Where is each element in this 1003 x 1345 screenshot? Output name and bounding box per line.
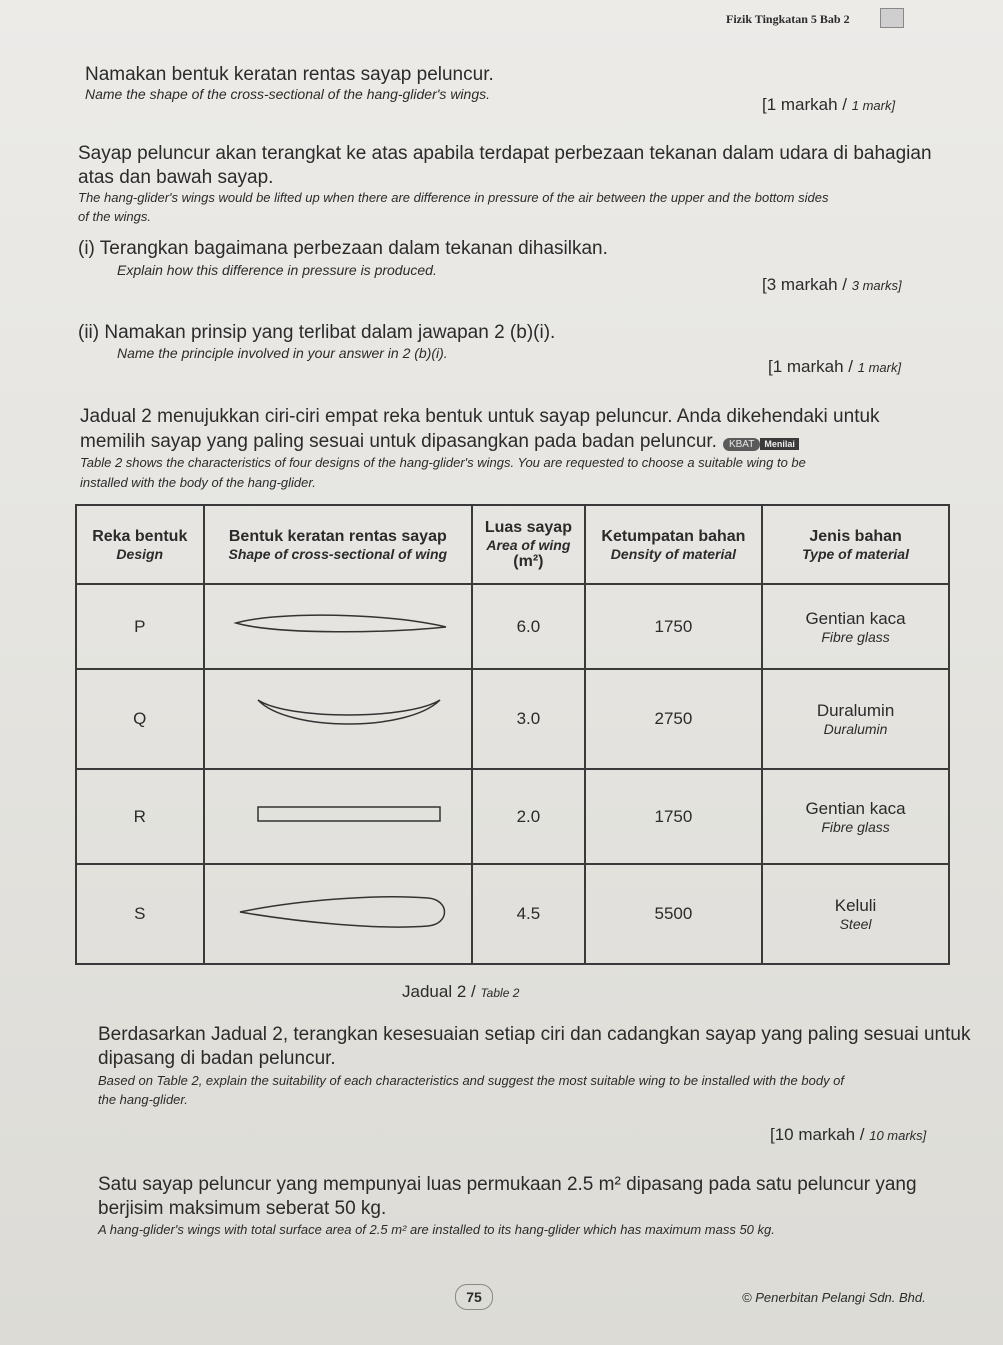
teardrop-airfoil-shape-icon <box>218 892 458 932</box>
table-row <box>76 669 949 769</box>
qd-marks: [10 markah / 10 marks] <box>770 1125 927 1144</box>
menilai-badge: Menilai <box>760 438 799 450</box>
cell-area: 3.0 <box>472 669 585 769</box>
qb-ii-ms: (ii) Namakan prinsip yang terlibat dalam jawapan 2 (b)(i). <box>78 322 556 343</box>
publisher-credit: © Penerbitan Pelangi Sdn. Bhd. <box>742 1290 926 1305</box>
table-row <box>76 769 949 864</box>
qa-marks: [1 markah / 1 mark] <box>762 95 896 114</box>
qc-en-2: installed with the body of the hang-glider. <box>80 475 316 490</box>
cell-shape <box>204 864 473 964</box>
cell-shape <box>204 669 473 769</box>
cell-density: 2750 <box>585 669 762 769</box>
page-number: 75 <box>455 1284 493 1310</box>
qb-i-marks: [3 markah / 3 marks] <box>762 275 902 294</box>
qd-en-2: the hang-glider. <box>98 1092 188 1107</box>
qb-intro-en-2: of the wings. <box>78 209 151 224</box>
qc-ms-2: memilih sayap yang paling sesuai untuk dipasangkan pada badan peluncur. <box>80 431 717 452</box>
qb-intro-ms-1: Sayap peluncur akan terangkat ke atas apabila terdapat perbezaan tekanan dalam udara di bahagian <box>78 143 932 164</box>
th-material: Jenis bahan Type of material <box>762 505 949 584</box>
table-row <box>76 584 949 669</box>
cell-material: Gentian kaca Fibre glass <box>762 769 949 864</box>
qb-intro-en-1: The hang-glider's wings would be lifted up when there are difference in pressure of the air between the upper and the bottom sides <box>78 190 829 205</box>
wing-design-table <box>75 504 950 965</box>
cell-design: P <box>76 584 204 669</box>
cell-density: 1750 <box>585 769 762 864</box>
qb-ii-en: Name the principle involved in your answer in 2 (b)(i). <box>117 345 448 361</box>
qc-en-1: Table 2 shows the characteristics of four designs of the hang-glider's wings. You are requested to choose a suitable wing to be <box>80 455 806 470</box>
qb-i-en: Explain how this difference in pressure is produced. <box>117 262 437 278</box>
th-shape: Bentuk keratan rentas sayap Shape of cross-sectional of wing <box>204 505 473 584</box>
chapter-badge-icon <box>880 8 904 28</box>
qc-ms-2-line <box>80 431 799 453</box>
qa-ms: Namakan bentuk keratan rentas sayap peluncur. <box>85 64 494 85</box>
th-design: Reka bentuk Design <box>76 505 204 584</box>
th-area: Luas sayap Area of wing (m²) <box>472 505 585 584</box>
table-caption: Jadual 2 / Table 2 <box>402 982 520 1001</box>
cell-area: 6.0 <box>472 584 585 669</box>
table-header-row <box>76 505 949 584</box>
cell-design: Q <box>76 669 204 769</box>
curved-plate-shape-icon <box>218 692 458 742</box>
cell-design: R <box>76 769 204 864</box>
cell-density: 5500 <box>585 864 762 964</box>
th-density: Ketumpatan bahan Density of material <box>585 505 762 584</box>
qd-en-1: Based on Table 2, explain the suitability of each characteristics and suggest the most suitable wing to be installed with the body of <box>98 1073 845 1088</box>
cell-shape <box>204 769 473 864</box>
qe-ms-2: berjisim maksimum seberat 50 kg. <box>98 1198 387 1219</box>
cell-shape <box>204 584 473 669</box>
flat-rectangle-shape-icon <box>218 799 458 829</box>
cell-material: Keluli Steel <box>762 864 949 964</box>
qb-i-ms: (i) Terangkan bagaimana perbezaan dalam tekanan dihasilkan. <box>78 238 608 259</box>
qb-ii-marks: [1 markah / 1 mark] <box>768 357 902 376</box>
kbat-badge: KBAT <box>723 438 760 451</box>
cell-density: 1750 <box>585 584 762 669</box>
qd-ms-2: dipasang di badan peluncur. <box>98 1048 336 1069</box>
qb-intro-ms-2: atas dan bawah sayap. <box>78 167 274 188</box>
qd-ms-1: Berdasarkan Jadual 2, terangkan kesesuaian setiap ciri dan cadangkan sayap yang paling sesuai untuk <box>98 1024 971 1045</box>
cell-material: Duralumin Duralumin <box>762 669 949 769</box>
qa-en: Name the shape of the cross-sectional of the hang-glider's wings. <box>85 86 491 102</box>
qe-ms-1: Satu sayap peluncur yang mempunyai luas permukaan 2.5 m² dipasang pada satu peluncur yang <box>98 1174 917 1195</box>
cell-area: 4.5 <box>472 864 585 964</box>
qc-ms-1: Jadual 2 menujukkan ciri-ciri empat reka bentuk untuk sayap peluncur. Anda dikehendaki untuk <box>80 406 880 427</box>
page-header: Fizik Tingkatan 5 Bab 2 <box>726 12 850 26</box>
cell-area: 2.0 <box>472 769 585 864</box>
cell-design: S <box>76 864 204 964</box>
cell-material: Gentian kaca Fibre glass <box>762 584 949 669</box>
table-row <box>76 864 949 964</box>
qe-en: A hang-glider's wings with total surface area of 2.5 m² are installed to its hang-glider which has maximum mass 50 kg. <box>98 1222 775 1237</box>
airfoil-shape-icon <box>218 609 458 639</box>
